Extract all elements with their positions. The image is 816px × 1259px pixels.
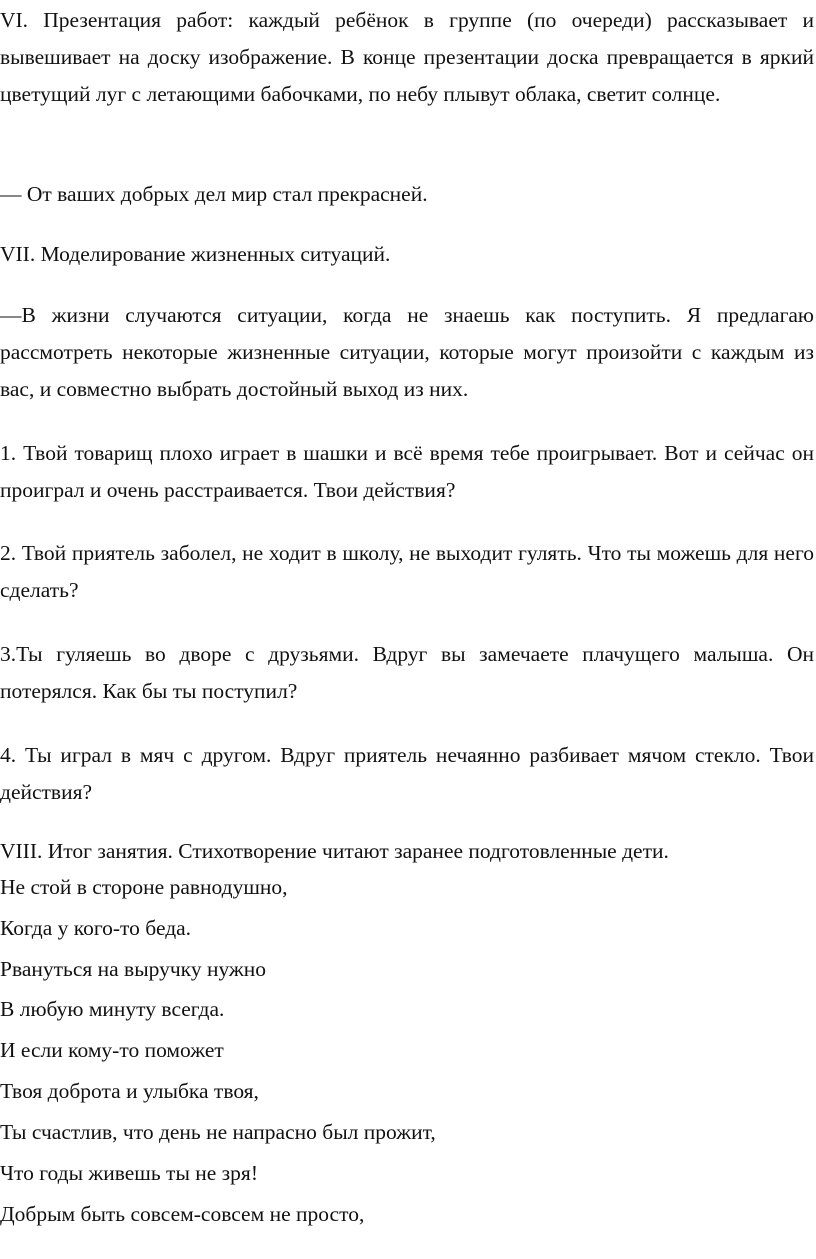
poem-line: Ты счастлив, что день не напрасно был прожит, — [0, 1120, 436, 1144]
section-heading-modeling: VII. Моделирование жизненных ситуаций. — [0, 242, 391, 266]
situation-2: 2. Твой приятель заболел, не ходит в школу, не выходит гулять. Что ты можешь для него сделать? — [0, 541, 814, 602]
paragraph-intro-situations: —В жизни случаются ситуации, когда не знаешь как поступить. Я предлагаю рассмотреть некоторые жизненные ситуации, которые могут произойти с каждым из вас, и совместно выбрать достойный выход из них. — [0, 303, 814, 401]
poem-line: Рвануться на выручку нужно — [0, 957, 267, 981]
section-heading-summary: VIII. Итог занятия. Стихотворение читают заранее подготовленные дети. — [0, 839, 669, 863]
poem-line: Добрым быть совсем-совсем не просто, — [0, 1202, 365, 1226]
poem-line: И если кому-то поможет — [0, 1038, 224, 1062]
situation-3: 3.Ты гуляешь во дворе с друзьями. Вдруг вы замечаете плачущего малыша. Он потерялся. Как бы ты поступил? — [0, 642, 814, 703]
situation-1: 1. Твой товарищ плохо играет в шашки и всё время тебе проигрывает. Вот и сейчас он проиграл и очень расстраивается. Твои действия? — [0, 441, 814, 502]
poem-line: Не стой в стороне равнодушно, — [0, 875, 288, 899]
poem-line: Что годы живешь ты не зря! — [0, 1161, 258, 1185]
paragraph-good-deeds: — От ваших добрых дел мир стал прекрасней. — [0, 182, 428, 206]
poem-line: Твоя доброта и улыбка твоя, — [0, 1079, 259, 1103]
poem-line: В любую минуту всегда. — [0, 997, 225, 1021]
paragraph-presentation: VI. Презентация работ: каждый ребёнок в группе (по очереди) рассказывает и вывешивает на доску изображение. В конце презентации доска превращается в яркий цветущий луг с летающими бабочками, по небу плывут облака, светит солнце. — [0, 8, 814, 106]
poem-line: Когда у кого-то беда. — [0, 916, 192, 940]
situation-4: 4. Ты играл в мяч с другом. Вдруг приятель нечаянно разбивает мячом стекло. Твои действия? — [0, 743, 814, 804]
